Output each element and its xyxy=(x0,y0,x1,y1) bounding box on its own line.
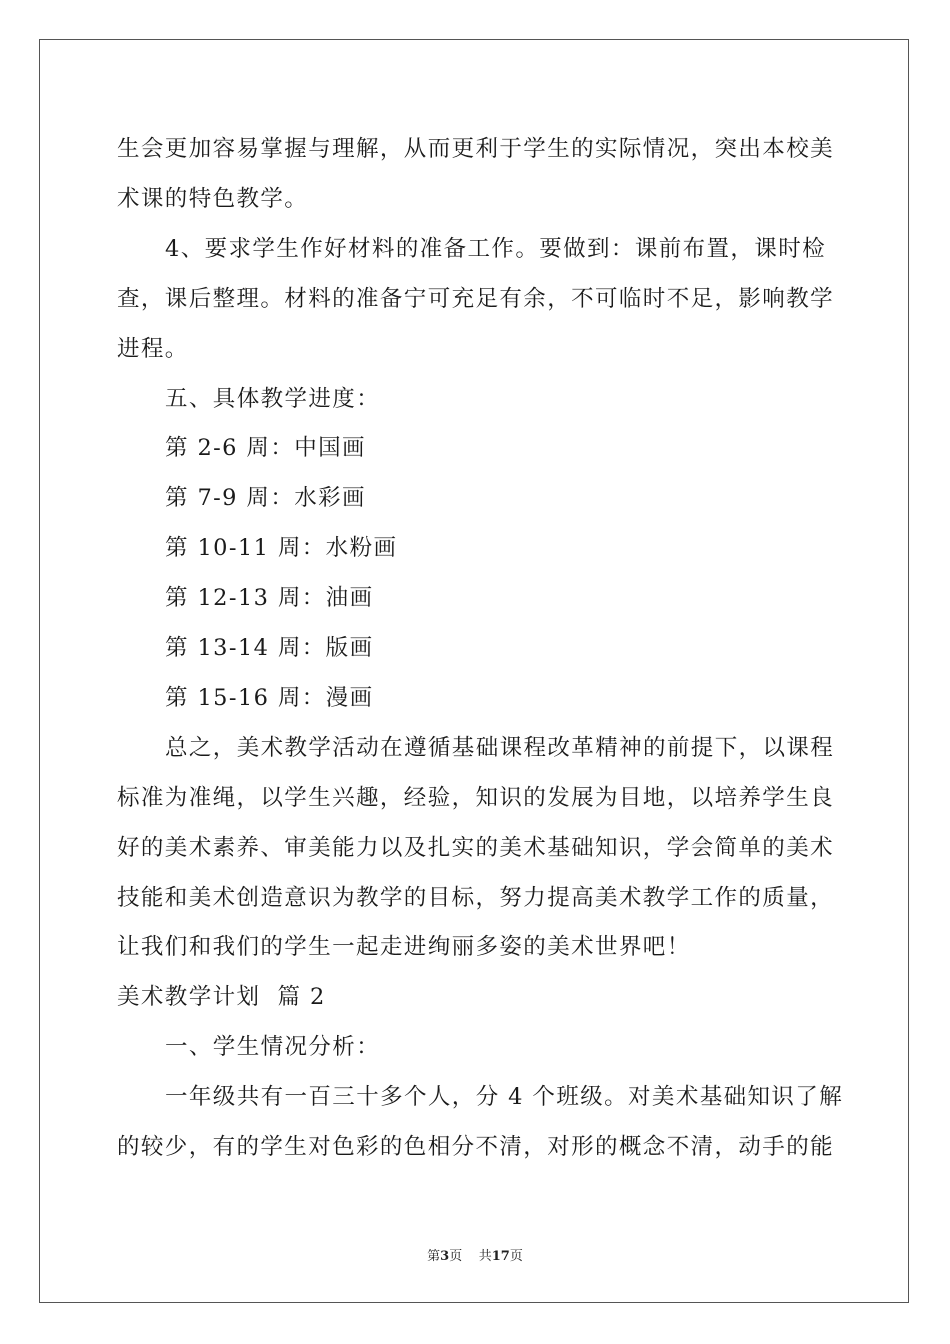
schedule-item: 第 15-16 周：漫画 xyxy=(165,685,374,711)
text-line: 总之，美术教学活动在遵循基础课程改革精神的前提下，以课程 xyxy=(165,735,835,761)
text-line: 4、要求学生作好材料的准备工作。要做到：课前布置，课时检 xyxy=(165,236,827,262)
footer-page-number: 3 xyxy=(440,1249,450,1264)
text-line: 一年级共有一百三十多个人，分 4 个班级。对美术基础知识了解 xyxy=(165,1084,844,1110)
text-line: 进程。 xyxy=(117,336,189,362)
text-line: 好的美术素养、审美能力以及扎实的美术基础知识，学会简单的美术 xyxy=(117,835,835,861)
section-heading: 五、具体教学进度： xyxy=(165,386,381,412)
text-line: 标准为准绳，以学生兴趣，经验，知识的发展为目地，以培养学生良 xyxy=(117,785,835,811)
text-line: 生会更加容易掌握与理解，从而更利于学生的实际情况，突出本校美 xyxy=(117,136,835,162)
footer-total-pages: 17 xyxy=(491,1249,510,1264)
page-border xyxy=(39,39,909,1303)
text-line: 术课的特色教学。 xyxy=(117,186,309,212)
schedule-item: 第 13-14 周：版画 xyxy=(165,635,374,661)
text-line: 的较少，有的学生对色彩的色相分不清，对形的概念不清，动手的能 xyxy=(117,1134,835,1160)
schedule-item: 第 7-9 周：水彩画 xyxy=(165,485,366,511)
text-line: 让我们和我们的学生一起走进绚丽多姿的美术世界吧！ xyxy=(117,934,691,960)
article-title: 美术教学计划 篇 2 xyxy=(117,984,326,1010)
section-heading: 一、学生情况分析： xyxy=(165,1034,381,1060)
footer-suffix: 页 xyxy=(509,1249,523,1264)
schedule-item: 第 10-11 周：水粉画 xyxy=(165,535,398,561)
text-line: 技能和美术创造意识为教学的目标，努力提高美术教学工作的质量， xyxy=(117,885,835,911)
schedule-item: 第 12-13 周：油画 xyxy=(165,585,374,611)
text-line: 查，课后整理。材料的准备宁可充足有余，不可临时不足，影响教学 xyxy=(117,286,835,312)
schedule-item: 第 2-6 周：中国画 xyxy=(165,435,366,461)
page-footer xyxy=(0,1245,950,1264)
footer-prefix: 第 xyxy=(427,1249,441,1264)
footer-mid: 页 共 xyxy=(449,1249,492,1264)
